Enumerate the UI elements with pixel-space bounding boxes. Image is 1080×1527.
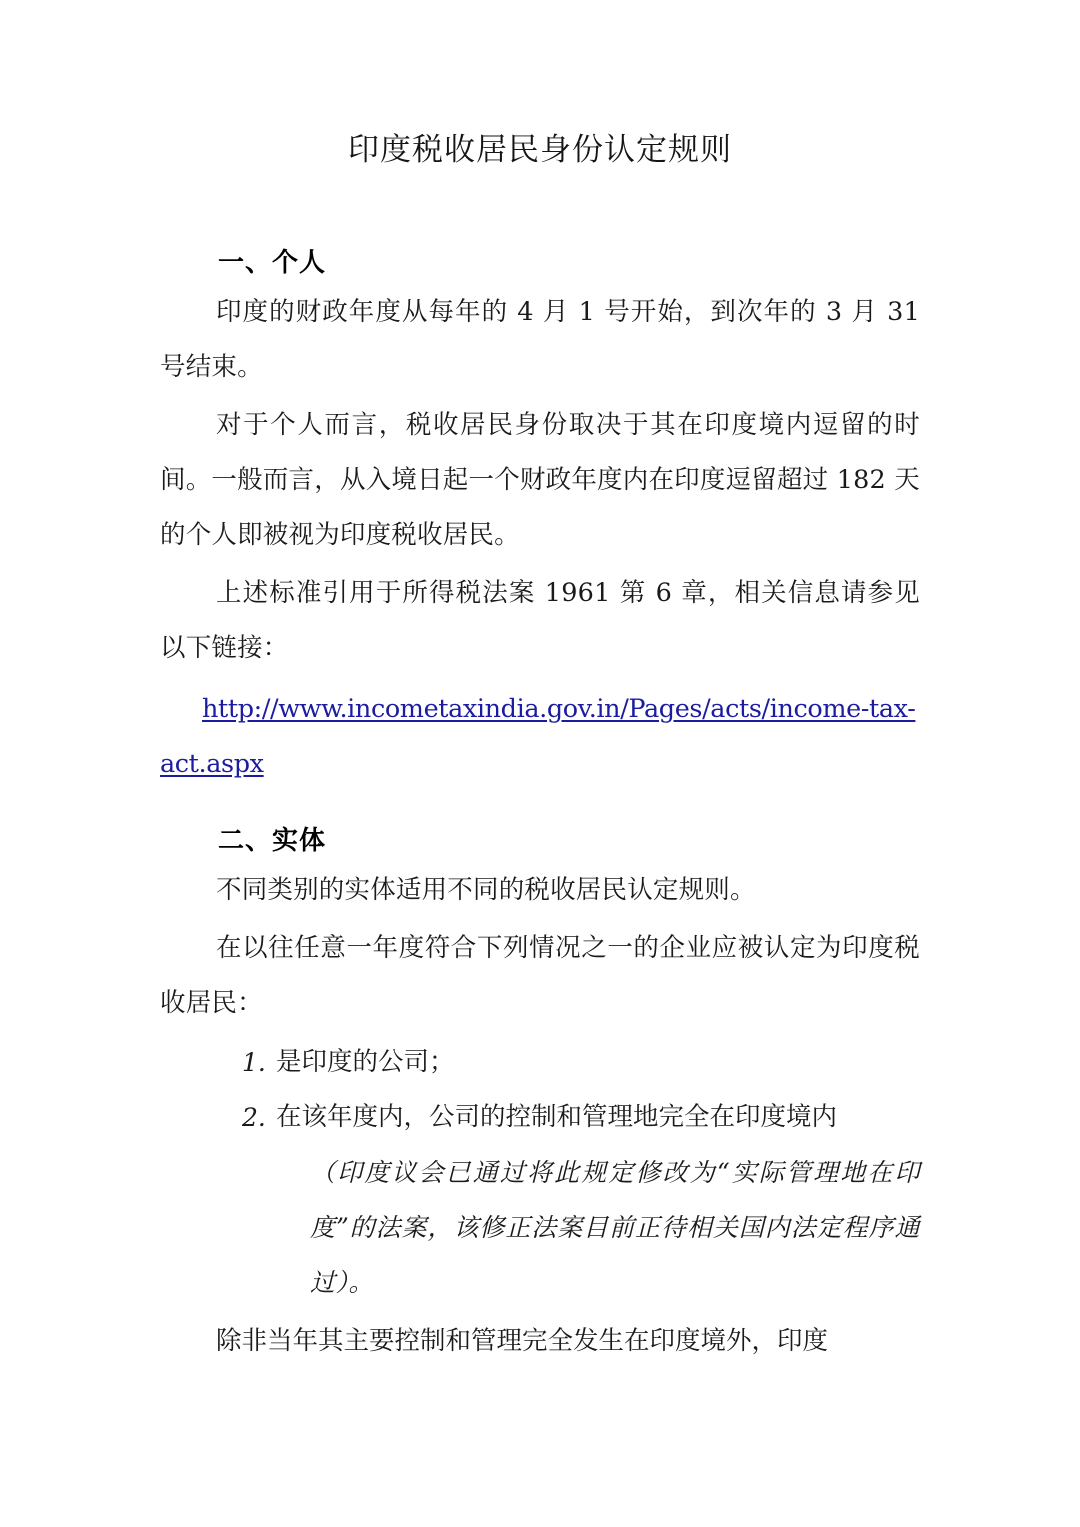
list-item [160,1035,920,1090]
paragraph-entity-rules: 不同类别的实体适用不同的税收居民认定规则。 [216,875,756,906]
list-item-text: 在该年度内，公司的控制和管理地完全在印度境内 [276,1102,838,1133]
list-item-text: 是印度的公司； [276,1047,455,1078]
document-content [160,0,920,1369]
link-paragraph [160,682,920,792]
paragraph-residency-days: 对于个人而言，税收居民身份取决于其在印度境内逗留的时间。一般而言，从入境日起一个财政年度内在印度逗留超过 182 天的个人即被视为印度税收居民。 [160,410,920,551]
document-title: 印度税收居民身份认定规则 [348,132,732,168]
paragraph-entity-criteria-intro: 在以往任意一年度符合下列情况之一的企业应被认定为印度税收居民： [160,933,920,1019]
list-item-note: （印度议会已通过将此规定修改为“实际管理地在印度”的法案，该修正法案目前正待相关国内法定程序通过）。 [310,1158,920,1298]
list-item [160,1090,920,1310]
paragraph-fiscal-year: 印度的财政年度从每年的 4 月 1 号开始，到次年的 3 月 31 号结束。 [160,297,920,383]
income-tax-act-link[interactable]: http://www.incometaxindia.gov.in/Pages/acts/income-tax-act.aspx [160,694,916,780]
section-heading-entity: 二、实体 [218,826,327,857]
paragraph-legal-reference: 上述标准引用于所得税法案 1961 第 6 章，相关信息请参见以下链接： [160,578,920,664]
paragraph-closing: 除非当年其主要控制和管理完全发生在印度境外，印度 [216,1326,829,1357]
criteria-list [160,1035,920,1310]
section-heading-individual: 一、个人 [218,248,327,279]
list-marker: 2. [242,1103,266,1133]
list-marker: 1. [242,1048,266,1078]
